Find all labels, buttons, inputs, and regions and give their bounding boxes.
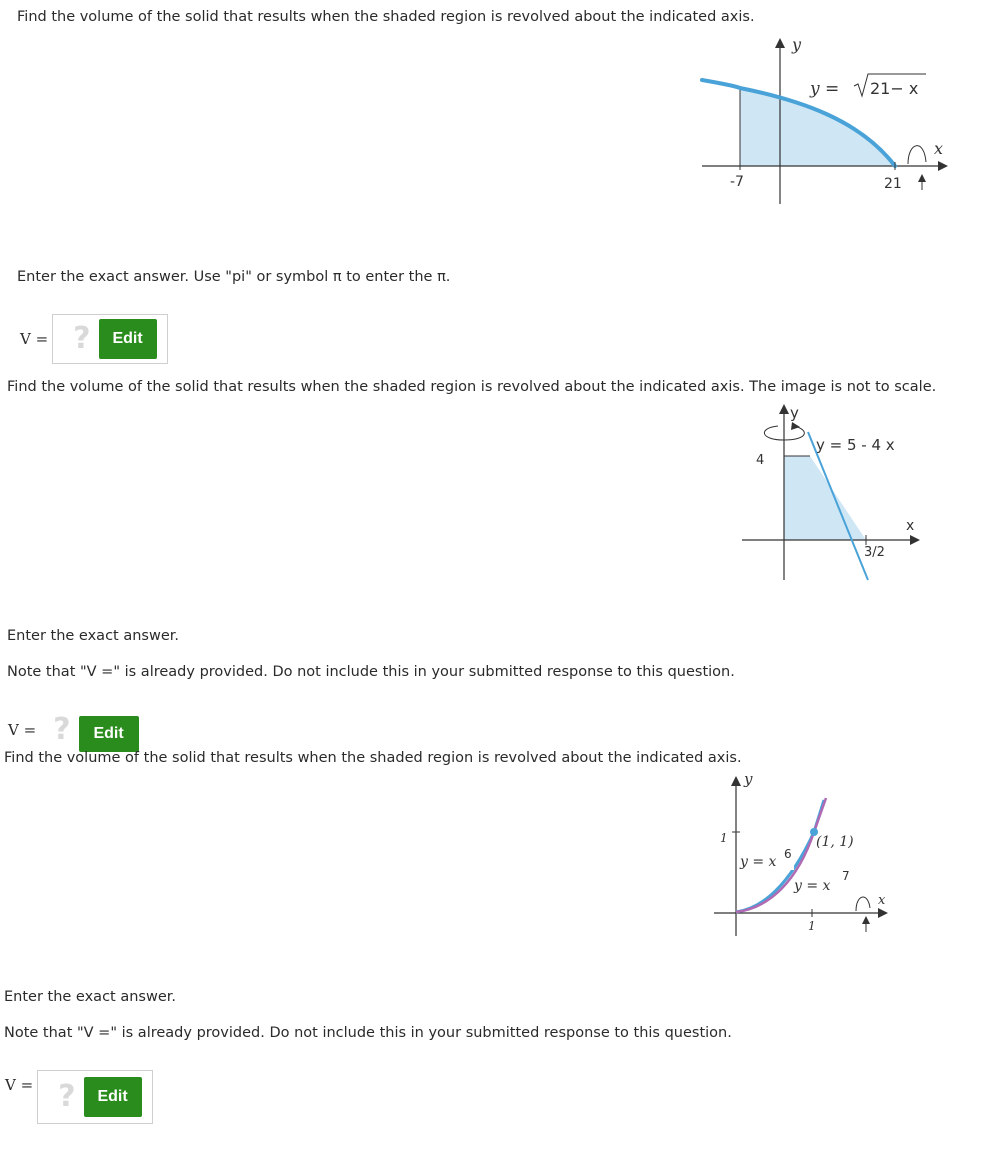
q3-question-mark-icon: ? [58, 1079, 76, 1114]
q3-v-label: V = [5, 1076, 34, 1094]
q2-instruction-2: Note that "V =" is already provided. Do not include this in your submitted response to this question. [7, 664, 735, 680]
q1-y-axis-label: y [792, 35, 802, 54]
q1-x-arrow [938, 161, 948, 171]
q2-tick-x: 3/2 [864, 545, 885, 560]
q1-answer-box[interactable] [52, 314, 167, 364]
q1-tick-right: 21 [884, 176, 902, 192]
q2-answer-row [8, 710, 150, 750]
q3-curve2-base: y = x [794, 878, 831, 894]
q1-graph [690, 30, 960, 220]
q1-tick-left: -7 [730, 174, 744, 190]
q3-shaded-region [736, 832, 814, 912]
q1-answer-row [20, 314, 168, 364]
q2-v-label: V = [8, 721, 37, 739]
q1-y-arrow [775, 38, 785, 48]
q3-tick-y: 1 [720, 831, 728, 845]
q1-edit-button[interactable]: Edit [99, 319, 157, 359]
q2-y-axis-label: y [790, 404, 799, 422]
q2-y-arrow [779, 404, 789, 414]
q3-y-axis-label: y [744, 770, 753, 788]
q1-shaded-region [740, 88, 895, 166]
q3-answer-box[interactable] [37, 1070, 152, 1124]
q3-rotation-icon [856, 897, 870, 911]
q3-prompt: Find the volume of the solid that results when the shaded region is revolved about the indicated axis. [4, 750, 742, 766]
q2-shaded-region [784, 456, 866, 540]
q1-rotation-icon [908, 146, 926, 164]
q3-graph [700, 768, 900, 948]
q2-edit-button[interactable]: Edit [79, 716, 139, 752]
q3-curve1-exp: 6 [784, 847, 792, 861]
q1-instruction: Enter the exact answer. Use "pi" or symbol π to enter the π. [17, 269, 451, 285]
q3-instruction-1: Enter the exact answer. [4, 989, 176, 1005]
q2-x-arrow [910, 535, 920, 545]
q1-equation-radicand: 21− x [870, 79, 919, 98]
q3-curve2-exp: 7 [842, 869, 850, 883]
q3-x-axis-label: x [878, 893, 886, 908]
q3-instruction-2: Note that "V =" is already provided. Do not include this in your submitted response to this question. [4, 1025, 732, 1041]
q1-x-axis-label: x [934, 139, 944, 158]
q3-x-arrow [878, 908, 888, 918]
q2-equation: y = 5 - 4 x [816, 436, 895, 454]
q1-v-label: V = [20, 330, 49, 348]
q3-y-arrow [731, 776, 741, 786]
q2-answer-box[interactable] [40, 710, 149, 750]
q2-instruction-1: Enter the exact answer. [7, 628, 179, 644]
q3-answer-row [5, 1070, 153, 1124]
q2-question-mark-icon: ? [53, 712, 71, 747]
q2-x-axis-label: x [906, 518, 915, 534]
q1-equation-prefix: y = [810, 79, 840, 99]
q2-prompt: Find the volume of the solid that results when the shaded region is revolved about the indicated axis. The image is not to scale. [7, 379, 937, 395]
q1-question-mark-icon: ? [73, 321, 91, 356]
q2-tick-y: 4 [756, 453, 765, 468]
q1-prompt: Find the volume of the solid that results when the shaded region is revolved about the indicated axis. [17, 9, 755, 25]
q3-tick-x: 1 [808, 919, 816, 933]
q2-graph [720, 398, 940, 588]
q3-curve1-base: y = x [740, 854, 777, 870]
q3-point-label: (1, 1) [816, 834, 854, 850]
q3-edit-button[interactable]: Edit [84, 1077, 142, 1117]
